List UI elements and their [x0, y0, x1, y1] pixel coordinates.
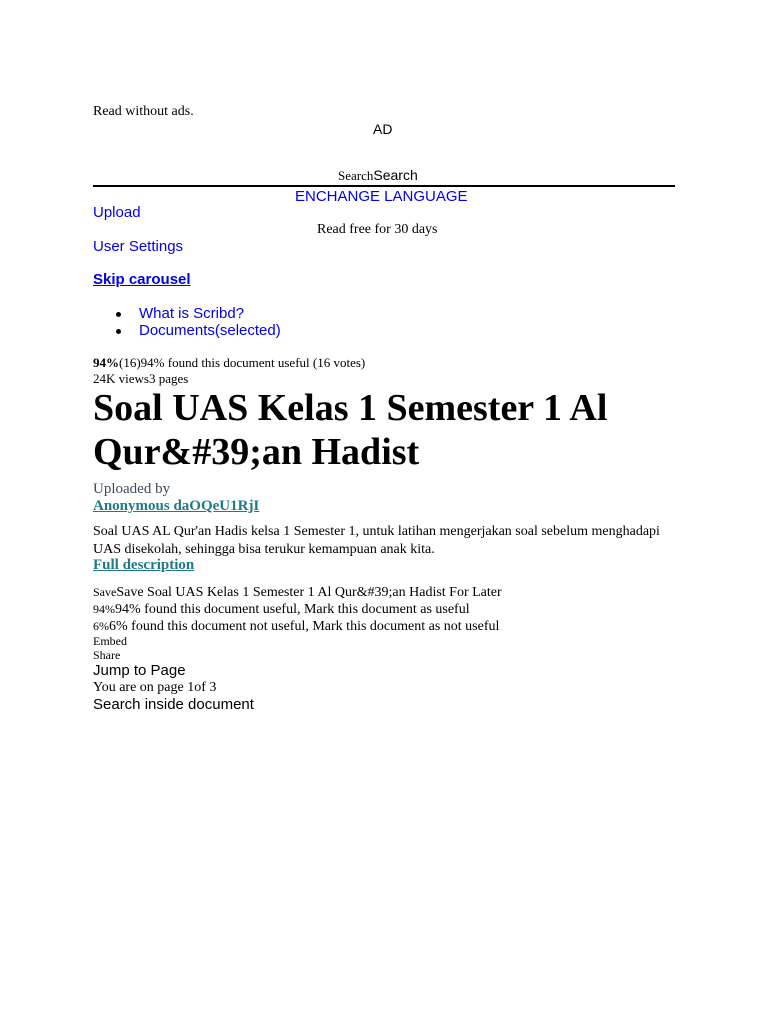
- language-link[interactable]: ENCHANGE LANGUAGE: [295, 188, 468, 205]
- page-indicator: You are on page 1of 3: [93, 680, 217, 695]
- mark-not-useful-button[interactable]: [93, 617, 499, 635]
- list-bullet: [116, 329, 121, 334]
- search-label: Search: [373, 167, 418, 183]
- jump-to-page-button[interactable]: Jump to Page: [93, 662, 186, 679]
- save-small-label: Save: [93, 585, 117, 599]
- mark-useful-button[interactable]: [93, 600, 470, 618]
- document-description: Soal UAS AL Qur'an Hadis kelsa 1 Semester 1, untuk latihan mengerjakan soal sebelum menghadapi UAS disekolah, sehingga bisa terukur kemampuan anak kita.: [93, 524, 660, 557]
- user-settings-link[interactable]: User Settings: [93, 238, 184, 255]
- search-button[interactable]: [338, 167, 418, 185]
- useful-small-label: 94%: [93, 602, 115, 616]
- upload-link[interactable]: Upload: [93, 204, 141, 221]
- views-pages: 24K views3 pages: [93, 371, 189, 386]
- search-divider: [93, 185, 675, 187]
- share-button[interactable]: Share: [93, 648, 121, 662]
- rating-percent: 94%: [93, 355, 119, 370]
- read-free-link[interactable]: Read free for 30 days: [317, 222, 438, 237]
- not-useful-label: 6% found this document not useful, Mark this document as not useful: [109, 619, 500, 634]
- skip-carousel-link[interactable]: Skip carousel: [93, 271, 191, 288]
- search-inside-document[interactable]: Search inside document: [93, 696, 254, 713]
- documents-link[interactable]: Documents(selected): [139, 322, 281, 339]
- what-is-scribd-link[interactable]: What is Scribd?: [139, 305, 245, 322]
- uploader-link[interactable]: Anonymous daOQeU1RjI: [93, 498, 260, 514]
- list-bullet: [116, 312, 121, 317]
- not-useful-small-label: 6%: [93, 619, 109, 633]
- rating-votes: (16)94% found this document useful (16 votes): [119, 355, 366, 370]
- read-without-ads-link[interactable]: Read without ads.: [93, 104, 194, 119]
- document-title: Soal UAS Kelas 1 Semester 1 Al Qur&#39;an Hadist: [93, 387, 608, 473]
- ad-label: AD: [373, 121, 393, 137]
- embed-button[interactable]: Embed: [93, 634, 127, 648]
- save-label: Save Soal UAS Kelas 1 Semester 1 Al Qur&#39;an Hadist For Later: [116, 585, 502, 600]
- full-description-link[interactable]: Full description: [93, 557, 195, 573]
- save-for-later-button[interactable]: [93, 583, 502, 601]
- uploaded-by-label: Uploaded by: [93, 481, 171, 497]
- useful-label: 94% found this document useful, Mark this document as useful: [115, 602, 470, 617]
- search-small-label: Search: [338, 168, 374, 183]
- rating-summary: [93, 355, 365, 371]
